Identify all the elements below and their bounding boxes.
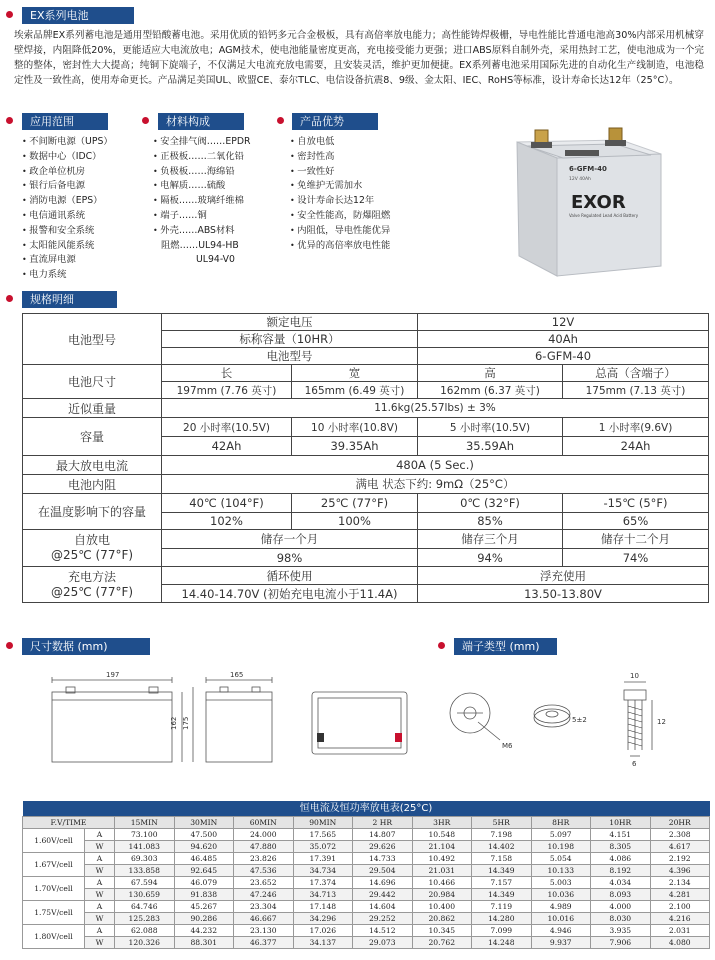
list-item: • 免维护无需加水: [290, 179, 390, 194]
unit-cell: W: [85, 865, 115, 877]
list-item: • 端子……铜: [153, 209, 250, 224]
value-cell: 17.565: [293, 829, 353, 841]
self-discharge-header: 储存三个月: [418, 530, 563, 549]
table-row: [23, 925, 710, 937]
list-item: • 外壳……ABS材料: [153, 224, 250, 239]
value-cell: 34.734: [293, 865, 353, 877]
value-cell: 4.281: [650, 889, 710, 901]
resistance-label: 电池内阻: [23, 475, 162, 494]
time-header: 20HR: [650, 817, 710, 829]
value-cell: 5.054: [531, 853, 591, 865]
value-cell: 14.402: [472, 841, 532, 853]
value-cell: 8.192: [591, 865, 651, 877]
value-cell: 14.349: [472, 865, 532, 877]
value-cell: 35.072: [293, 841, 353, 853]
value-cell: 10.400: [412, 901, 472, 913]
resistance-value: 满电 状态下约: 9mΩ（25°C）: [162, 475, 709, 494]
applications-list: [22, 135, 113, 283]
value-cell: 62.088: [115, 925, 175, 937]
list-item: • 正极板……二氧化铅: [153, 150, 250, 165]
exor-logo: EXOR: [571, 192, 626, 213]
bolt-head-label: 6: [632, 760, 637, 768]
corner-header: F.V/TIME: [23, 817, 115, 829]
time-header: 3HR: [412, 817, 472, 829]
self-discharge-value: 94%: [418, 549, 563, 567]
value-cell: 7.158: [472, 853, 532, 865]
materials-title: 材料构成: [158, 113, 244, 130]
value-cell: 14.696: [353, 877, 413, 889]
table-row: [23, 889, 710, 901]
value-cell: 73.100: [115, 829, 175, 841]
capacity-value: 42Ah: [162, 437, 292, 456]
value-cell: 7.099: [472, 925, 532, 937]
bolt-length-label: 12: [657, 718, 666, 726]
temperature-value: 65%: [563, 513, 709, 530]
value-cell: 14.349: [472, 889, 532, 901]
value-cell: 23.130: [234, 925, 294, 937]
battery-size-label: 电池尺寸: [23, 365, 162, 399]
value-cell: 8.030: [591, 913, 651, 925]
value-cell: 14.280: [472, 913, 532, 925]
time-header: 90MIN: [293, 817, 353, 829]
value-cell: 23.652: [234, 877, 294, 889]
value-cell: 8.305: [591, 841, 651, 853]
list-item: • 内阻低，导电性能优异: [290, 224, 390, 239]
value-cell: 47.536: [234, 865, 294, 877]
section-bullet: [6, 642, 13, 649]
value-cell: 125.283: [115, 913, 175, 925]
self-discharge-label-line: 自放电: [73, 533, 110, 547]
value-cell: 2.192: [650, 853, 710, 865]
charge-value: 13.50-13.80V: [418, 585, 709, 603]
value-cell: 24.000: [234, 829, 294, 841]
discharge-table-title: 恒电流及恒功率放电表(25°C): [23, 801, 710, 817]
applications-title: 应用范围: [22, 113, 108, 130]
value-cell: 7.906: [591, 937, 651, 949]
unit-cell: A: [85, 877, 115, 889]
value-cell: 4.080: [650, 937, 710, 949]
rated-capacity-value: 40Ah: [418, 331, 709, 348]
dim-header: 总高（含端子）: [563, 365, 709, 382]
capacity-header: 5 小时率(10.5V): [418, 418, 563, 437]
value-cell: 2.031: [650, 925, 710, 937]
value-cell: 14.604: [353, 901, 413, 913]
value-cell: 7.157: [472, 877, 532, 889]
value-cell: 4.034: [591, 877, 651, 889]
unit-cell: A: [85, 925, 115, 937]
table-row: [23, 853, 710, 865]
dim-value: 175mm (7.13 英寸): [563, 382, 709, 399]
materials-list: [153, 135, 250, 268]
value-cell: 10.466: [412, 877, 472, 889]
section-bullet: [6, 117, 13, 124]
positive-terminal-icon: [395, 733, 402, 742]
value-cell: 10.345: [412, 925, 472, 937]
spec-table: [22, 313, 709, 603]
battery-model-label: 6-GFM-40: [569, 165, 607, 173]
value-cell: 45.267: [174, 901, 234, 913]
width-label: 165: [230, 671, 244, 679]
self-discharge-value: 74%: [563, 549, 709, 567]
list-item: • 密封性高: [290, 150, 390, 165]
value-cell: 5.097: [531, 829, 591, 841]
list-item: • 太阳能风能系统: [22, 239, 113, 254]
list-item: • 安全排气阀……EPDR: [153, 135, 250, 150]
unit-cell: W: [85, 913, 115, 925]
value-cell: 14.807: [353, 829, 413, 841]
value-cell: 46.485: [174, 853, 234, 865]
value-cell: 4.989: [531, 901, 591, 913]
value-cell: 29.442: [353, 889, 413, 901]
value-cell: 7.198: [472, 829, 532, 841]
value-cell: 10.198: [531, 841, 591, 853]
value-cell: 17.026: [293, 925, 353, 937]
charge-header: 循环使用: [162, 567, 418, 585]
value-cell: 44.232: [174, 925, 234, 937]
weight-value: 11.6kg(25.57lbs) ± 3%: [162, 399, 709, 418]
list-item: • 数据中心（IDC）: [22, 150, 113, 165]
self-discharge-header: 储存一个月: [162, 530, 418, 549]
list-item: • 负极板……海绵铅: [153, 165, 250, 180]
voltage-cell: 1.67V/cell: [23, 853, 85, 877]
list-item: • 直流屏电源: [22, 253, 113, 268]
list-item: • 报警和安全系统: [22, 224, 113, 239]
time-header: 15MIN: [115, 817, 175, 829]
max-current-value: 480A (5 Sec.): [162, 456, 709, 475]
list-item: • 电力系统: [22, 268, 113, 283]
list-item: • 不间断电源（UPS）: [22, 135, 113, 150]
section-bullet: [142, 117, 149, 124]
value-cell: 69.303: [115, 853, 175, 865]
list-item: • 自放电低: [290, 135, 390, 150]
thread-label: M6: [502, 742, 513, 750]
value-cell: 47.880: [234, 841, 294, 853]
value-cell: 17.148: [293, 901, 353, 913]
capacity-label: 容量: [23, 418, 162, 456]
value-cell: 17.391: [293, 853, 353, 865]
capacity-value: 24Ah: [563, 437, 709, 456]
unit-cell: A: [85, 901, 115, 913]
series-title: EX系列电池: [22, 7, 134, 24]
value-cell: 7.119: [472, 901, 532, 913]
voltage-cell: 1.70V/cell: [23, 877, 85, 901]
nut-label: 5±2: [572, 716, 587, 724]
temperature-capacity-label: 在温度影响下的容量: [23, 494, 162, 530]
list-item: • 优异的高倍率放电性能: [290, 239, 390, 254]
value-cell: 2.134: [650, 877, 710, 889]
unit-cell: A: [85, 829, 115, 841]
unit-cell: A: [85, 853, 115, 865]
section-bullet: [277, 117, 284, 124]
value-cell: 67.594: [115, 877, 175, 889]
value-cell: 2.308: [650, 829, 710, 841]
capacity-value: 35.59Ah: [418, 437, 563, 456]
list-item: • 电信通讯系统: [22, 209, 113, 224]
value-cell: 46.667: [234, 913, 294, 925]
temperature-header: 25℃ (77°F): [292, 494, 418, 513]
table-row: [23, 841, 710, 853]
dim-header: 宽: [292, 365, 418, 382]
section-bullet: [6, 11, 13, 18]
charge-method-label-line: 充电方法: [67, 569, 116, 584]
total-height-label: 175: [182, 716, 190, 730]
list-item: • 隔板……玻璃纤维棉: [153, 194, 250, 209]
capacity-header: 10 小时率(10.8V): [292, 418, 418, 437]
charge-value: 14.40-14.70V (初始充电电流小于11.4A): [162, 585, 418, 603]
value-cell: 94.620: [174, 841, 234, 853]
model-label: 电池型号: [162, 348, 418, 365]
value-cell: 92.645: [174, 865, 234, 877]
temperature-header: 40℃ (104°F): [162, 494, 292, 513]
value-cell: 3.935: [591, 925, 651, 937]
table-row: [23, 901, 710, 913]
value-cell: 14.512: [353, 925, 413, 937]
battery-spec-label: 12V 40Ah: [569, 177, 591, 182]
value-cell: 9.937: [531, 937, 591, 949]
list-item: • 政企单位机房: [22, 165, 113, 180]
temperature-header: -15℃ (5°F): [563, 494, 709, 513]
value-cell: 14.248: [472, 937, 532, 949]
list-item: • 安全性能高，防爆阻燃: [290, 209, 390, 224]
advantages-title: 产品优势: [292, 113, 378, 130]
voltage-cell: 1.60V/cell: [23, 829, 85, 853]
value-cell: 4.000: [591, 901, 651, 913]
charge-header: 浮充使用: [418, 567, 709, 585]
value-cell: 14.733: [353, 853, 413, 865]
bolt-width-label: 10: [630, 672, 639, 680]
list-item: UL94-V0: [196, 254, 235, 266]
value-cell: 10.492: [412, 853, 472, 865]
value-cell: 4.617: [650, 841, 710, 853]
value-cell: 21.104: [412, 841, 472, 853]
value-cell: 2.100: [650, 901, 710, 913]
length-label: 197: [106, 671, 120, 679]
rated-voltage-value: 12V: [418, 314, 709, 331]
capacity-header: 1 小时率(9.6V): [563, 418, 709, 437]
battery-product-image: [505, 114, 670, 284]
terminal-title: 端子类型 (mm): [454, 638, 557, 655]
table-row: [23, 877, 710, 889]
temperature-value: 100%: [292, 513, 418, 530]
unit-cell: W: [85, 841, 115, 853]
value-cell: 8.093: [591, 889, 651, 901]
battery-caption: Valve Regulated Lead Acid Battery: [569, 213, 639, 218]
battery-model-header: 电池型号: [23, 314, 162, 365]
intro-paragraph: 埃索品牌EX系列蓄电池是通用型铅酸蓄电池。采用优质的铅钙多元合金极板，具有高倍率放电能力；高性能铸焊极栅，导电性能比普通电池高30%内部采用机械穿壁焊接，内阻降低20%，更能适应大电流放电；AGM技术，使电池能量密度更高，充电接受能力更强；进口ABS原料自制外壳，采用热封工艺，使电池成为一个完整的整体，密封性大大提高；纯铜下旋端子，不仅满足大电流充放电需要，且安装灵活，维护更加便捷。EX系列蓄电池采用国际先进的自动化生产线制造，电池稳定性及一致性高，使用寿命更长。产品满足美国UL、欧盟CE、泰尔TLC、电信设备抗震8、9级、金太阳、IEC、RoHS等标准，设计寿命长达12年（25°C）。: [14, 30, 704, 86]
dim-value: 162mm (6.37 英寸): [418, 382, 563, 399]
value-cell: 10.548: [412, 829, 472, 841]
model-value: 6-GFM-40: [418, 348, 709, 365]
table-row: [23, 913, 710, 925]
dim-value: 197mm (7.76 英寸): [162, 382, 292, 399]
max-current-label: 最大放电电流: [23, 456, 162, 475]
time-header: 30MIN: [174, 817, 234, 829]
value-cell: 29.504: [353, 865, 413, 877]
dim-value: 165mm (6.49 英寸): [292, 382, 418, 399]
dimension-drawings: [30, 662, 710, 780]
value-cell: 21.031: [412, 865, 472, 877]
value-cell: 34.137: [293, 937, 353, 949]
value-cell: 4.151: [591, 829, 651, 841]
advantages-list: [290, 135, 390, 253]
value-cell: 5.003: [531, 877, 591, 889]
list-item: • 一致性好: [290, 165, 390, 180]
time-header: 10HR: [591, 817, 651, 829]
value-cell: 4.216: [650, 913, 710, 925]
capacity-value: 39.35Ah: [292, 437, 418, 456]
value-cell: 23.304: [234, 901, 294, 913]
value-cell: 34.713: [293, 889, 353, 901]
value-cell: 17.374: [293, 877, 353, 889]
list-item: • 银行后备电源: [22, 179, 113, 194]
rated-capacity-label: 标称容量（10HR）: [162, 331, 418, 348]
self-discharge-label-line: @25℃ (77°F): [50, 548, 134, 562]
charge-method-label: [23, 567, 162, 603]
list-item: 阻燃……UL94-HB: [161, 239, 239, 251]
section-bullet: [438, 642, 445, 649]
voltage-cell: 1.75V/cell: [23, 901, 85, 925]
section-bullet: [6, 295, 13, 302]
value-cell: 29.073: [353, 937, 413, 949]
time-header: 8HR: [531, 817, 591, 829]
value-cell: 29.626: [353, 841, 413, 853]
rated-voltage-label: 额定电压: [162, 314, 418, 331]
value-cell: 90.286: [174, 913, 234, 925]
charge-method-label-line: @25℃ (77°F): [50, 584, 134, 599]
value-cell: 88.301: [174, 937, 234, 949]
table-row: [23, 937, 710, 949]
self-discharge-header: 储存十二个月: [563, 530, 709, 549]
value-cell: 34.296: [293, 913, 353, 925]
value-cell: 10.133: [531, 865, 591, 877]
value-cell: 46.079: [174, 877, 234, 889]
value-cell: 130.659: [115, 889, 175, 901]
value-cell: 46.377: [234, 937, 294, 949]
temperature-value: 102%: [162, 513, 292, 530]
value-cell: 4.946: [531, 925, 591, 937]
negative-terminal-icon: [317, 733, 324, 742]
temperature-header: 0℃ (32°F): [418, 494, 563, 513]
height-label: 162: [170, 716, 178, 730]
unit-cell: W: [85, 889, 115, 901]
dim-header: 长: [162, 365, 292, 382]
time-header: 2 HR: [353, 817, 413, 829]
time-header: 60MIN: [234, 817, 294, 829]
list-item: • 电解质……硫酸: [153, 179, 250, 194]
value-cell: 10.016: [531, 913, 591, 925]
unit-cell: W: [85, 937, 115, 949]
value-cell: 23.826: [234, 853, 294, 865]
discharge-table: [22, 801, 710, 949]
table-row: [23, 829, 710, 841]
value-cell: 4.396: [650, 865, 710, 877]
value-cell: 20.862: [412, 913, 472, 925]
dimensions-title: 尺寸数据 (mm): [22, 638, 150, 655]
value-cell: 47.246: [234, 889, 294, 901]
value-cell: 20.762: [412, 937, 472, 949]
value-cell: 141.083: [115, 841, 175, 853]
table-row: [23, 865, 710, 877]
value-cell: 20.984: [412, 889, 472, 901]
voltage-cell: 1.80V/cell: [23, 925, 85, 949]
spec-title: 规格明细: [22, 291, 117, 308]
value-cell: 133.858: [115, 865, 175, 877]
value-cell: 47.500: [174, 829, 234, 841]
list-item: • 消防电源（EPS）: [22, 194, 113, 209]
value-cell: 29.252: [353, 913, 413, 925]
value-cell: 10.036: [531, 889, 591, 901]
self-discharge-label: [23, 530, 162, 567]
dim-header: 高: [418, 365, 563, 382]
self-discharge-value: 98%: [162, 549, 418, 567]
time-header: 5HR: [472, 817, 532, 829]
value-cell: 4.086: [591, 853, 651, 865]
temperature-value: 85%: [418, 513, 563, 530]
capacity-header: 20 小时率(10.5V): [162, 418, 292, 437]
weight-label: 近似重量: [23, 399, 162, 418]
value-cell: 64.746: [115, 901, 175, 913]
list-item: • 设计寿命长达12年: [290, 194, 390, 209]
value-cell: 120.326: [115, 937, 175, 949]
value-cell: 91.838: [174, 889, 234, 901]
